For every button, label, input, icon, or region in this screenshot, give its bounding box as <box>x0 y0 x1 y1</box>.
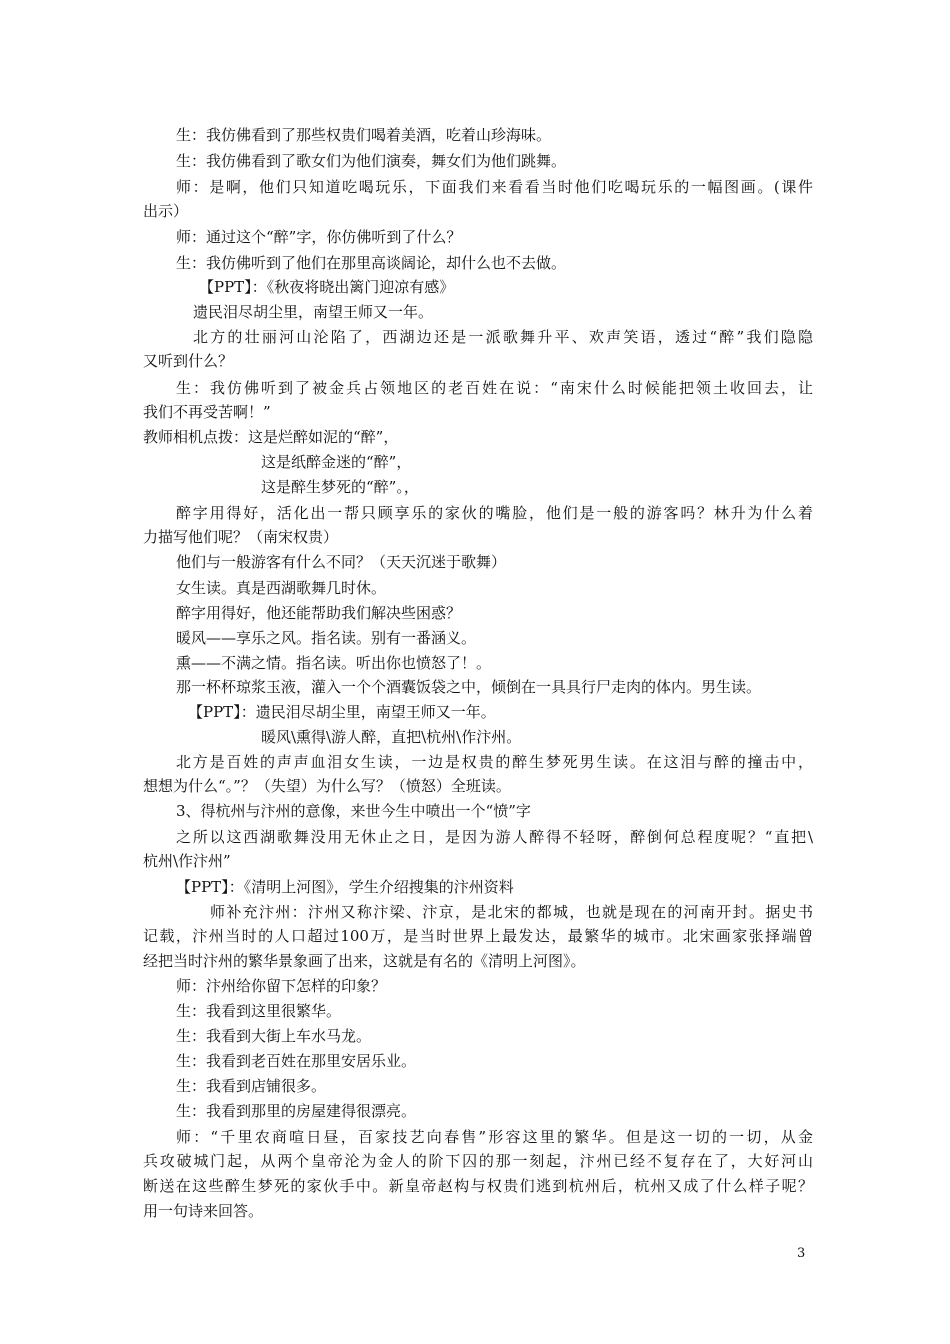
text-line: 兵攻破城门起，从两个皇帝沦为金人的阶下囚的那一刻起，汴州已经不复存在了，大好河山 <box>143 1152 813 1170</box>
page-number: 3 <box>797 1246 806 1261</box>
text-line: 生：我看到那里的房屋建得很漂亮。 <box>176 1102 417 1120</box>
text-line: 醉字用得好，活化出一帮只顾享乐的家伙的嘴脸，他们是一般的游客吗？林升为什么着 <box>176 504 813 522</box>
text-line: 师补充汴州：汴州又称汴梁、汴京，是北宋的都城，也就是现在的河南开封。据史书 <box>210 903 813 921</box>
text-line: 我们不再受苦啊！” <box>143 403 271 421</box>
text-line: 醉字用得好，他还能帮助我们解决些困惑？ <box>176 604 462 622</box>
text-line: 用一句诗来回答。 <box>143 1202 264 1220</box>
text-line: 遗民泪尽胡尘里，南望王师又一年。 <box>193 303 434 321</box>
text-line: 师：通过这个“醉”字，你仿佛听到了什么？ <box>176 228 462 246</box>
text-line: 师：汴州给你留下怎样的印象？ <box>176 977 387 995</box>
text-line: 师：是啊，他们只知道吃喝玩乐，下面我们来看看当时他们吃喝玩乐的一幅图画。(课件 <box>176 178 813 196</box>
text-line: 那一杯杯琼浆玉液，灌入一个个酒囊饭袋之中，倾倒在一具具行尸走肉的体内。男生读。 <box>176 678 762 696</box>
section-heading: 3、得杭州与汴州的意像，来世今生中喷出一个“愤”字 <box>176 802 531 820</box>
text-line: 杭州\作汴州” <box>143 852 231 870</box>
text-line: 记载，汴州当时的人口超过100万，是当时世界上最发达，最繁华的城市。北宋画家张择端曾 <box>143 927 813 945</box>
text-line: 生：我仿佛看到了歌女们为他们演奏，舞女们为他们跳舞。 <box>176 152 567 170</box>
text-line: 教师相机点拨：这是烂醉如泥的“醉”， <box>143 428 399 446</box>
text-line: 北方是百姓的声声血泪女生读，一边是权贵的醉生梦死男生读。在这泪与醉的撞击中， <box>176 753 813 771</box>
text-line: 生：我仿佛听到了他们在那里高谈阔论，却什么也不去做。 <box>176 254 567 272</box>
text-line: 【PPT】：遗民泪尽胡尘里，南望王师又一年。 <box>188 703 496 721</box>
text-line: 【PPT】：《秋夜将晓出篱门迎凉有感》 <box>199 278 455 296</box>
text-line: 暖风\熏得\游人醉，直把\杭州\作汴州。 <box>261 728 522 746</box>
text-line: 生：我看到大街上车水马龙。 <box>176 1027 372 1045</box>
text-line: 这是醉生梦死的“醉”。， <box>261 478 419 496</box>
text-line: 生：我看到老百姓在那里安居乐业。 <box>176 1052 417 1070</box>
text-line: 生：我看到这里很繁华。 <box>176 1002 342 1020</box>
text-line: 出示） <box>143 202 189 220</box>
text-line: 师：“千里农商喧日昼，百家技艺向春售”形容这里的繁华。但是这一切的一切，从金 <box>176 1128 813 1146</box>
text-line: 生：我仿佛看到了那些权贵们喝着美酒，吃着山珍海味。 <box>176 126 552 144</box>
text-line: 这是纸醉金迷的“醉”， <box>261 453 412 471</box>
text-line: 经把当时汴州的繁华景象画了出来，这就是有名的《清明上河图》。 <box>143 952 586 970</box>
text-line: 之所以这西湖歌舞没用无休止之日，是因为游人醉得不轻呀，醉倒何总程度呢？“直把\ <box>176 828 813 846</box>
text-line: 生：我看到店铺很多。 <box>176 1077 327 1095</box>
text-line: 女生读。真是西湖歌舞几时休。 <box>176 579 387 597</box>
text-line: 他们与一般游客有什么不同？（天天沉迷于歌舞） <box>176 553 507 571</box>
text-line: 断送在这些醉生梦死的家伙手中。新皇帝赵构与权贵们逃到杭州后，杭州又成了什么样子呢？ <box>143 1177 813 1195</box>
text-line: 暖风——享乐之风。指名读。别有一番涵义。 <box>176 629 477 647</box>
text-line: 生：我仿佛听到了被金兵占领地区的老百姓在说：“南宋什么时候能把领土收回去，让 <box>176 379 813 397</box>
text-line: 北方的壮丽河山沦陷了，西湖边还是一派歌舞升平、欢声笑语，透过“醉”我们隐隐 <box>193 328 813 346</box>
text-line: 熏——不满之情。指名读。听出你也愤怒了！。 <box>176 654 492 672</box>
text-line: 想想为什么“。”？（失望）为什么写？（愤怒）全班读。 <box>143 777 511 795</box>
text-line: 又听到什么？ <box>143 352 234 370</box>
text-line: 【PPT】：《清明上河图》，学生介绍搜集的汴州资料 <box>176 878 514 896</box>
text-line: 力描写他们呢？（南宋权贵） <box>143 528 339 546</box>
